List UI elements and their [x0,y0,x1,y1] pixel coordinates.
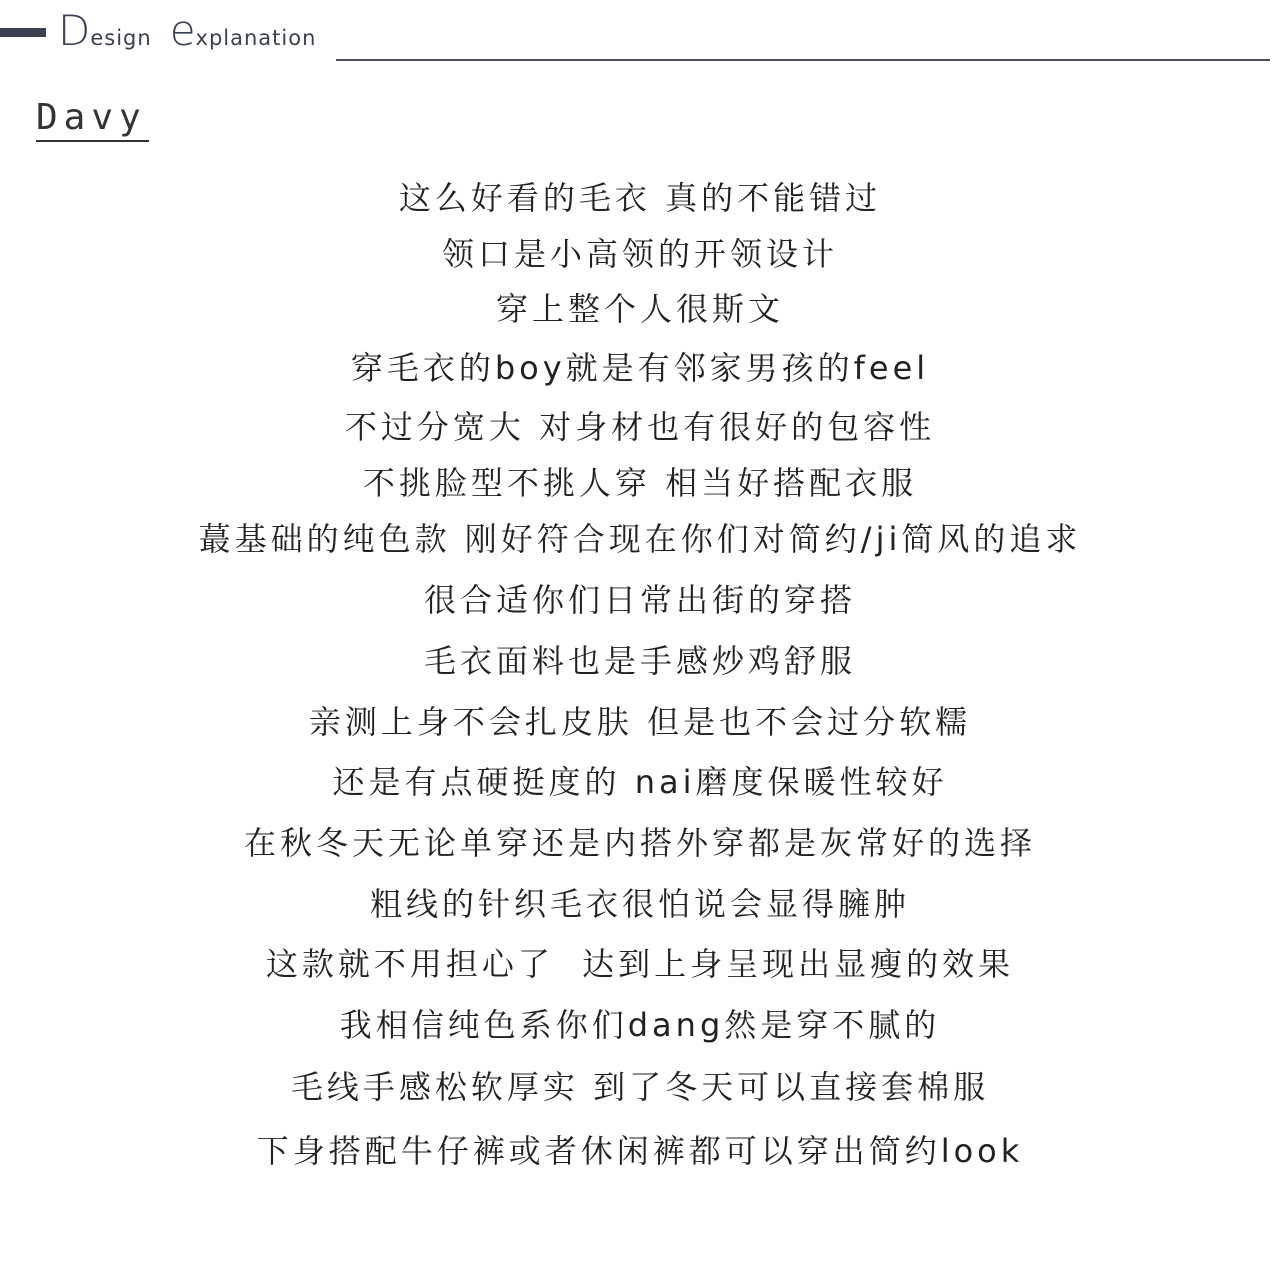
description-line: 在秋冬天无论单穿还是内搭外穿都是灰常好的选择 [243,824,1036,862]
description-line: 还是有点硬挺度的 nai磨度保暖性较好 [332,763,948,801]
title-design-initial: D [58,6,91,55]
title-word-explanation [169,6,317,55]
description-line: 粗线的针织毛衣很怕说会显得臃肿 [369,885,910,923]
description-line: 穿上整个人很斯文 [495,290,784,328]
description-line: 穿毛衣的boy就是有邻家男孩的feel [350,349,930,387]
header-divider-line [336,59,1270,61]
description-line: 不挑脸型不挑人穿 相当好搭配衣服 [362,464,918,502]
header-title [58,6,334,60]
description-line: 毛线手感松软厚实 到了冬天可以直接套棉服 [290,1068,990,1106]
title-explanation-initial: e [169,6,196,55]
description-line: 下身搭配牛仔裤或者休闲裤都可以穿出简约look [256,1132,1024,1170]
title-word-design [58,6,152,55]
description-line: 亲测上身不会扎皮肤 但是也不会过分软糯 [308,703,972,741]
description-line: 毛衣面料也是手感炒鸡舒服 [423,642,856,680]
header [0,0,1280,80]
description-line: 不过分宽大 对身材也有很好的包容性 [344,408,936,446]
description-line: 这么好看的毛衣 真的不能错过 [398,179,882,217]
description-line: 我相信纯色系你们dang然是穿不腻的 [339,1006,941,1044]
description-line: 蕞基础的纯色款 刚好符合现在你们对简约/ji简风的追求 [198,520,1082,558]
description-line: 领口是小高领的开领设计 [441,235,838,273]
title-explanation-rest: xplanation [195,26,317,50]
header-accent-bar [0,28,46,37]
author-name: Davy [36,96,149,142]
description-line: 这款就不用担心了 达到上身呈现出显瘦的效果 [265,945,1015,983]
description-line: 很合适你们日常出街的穿搭 [423,581,856,619]
title-design-rest: esign [90,26,152,50]
